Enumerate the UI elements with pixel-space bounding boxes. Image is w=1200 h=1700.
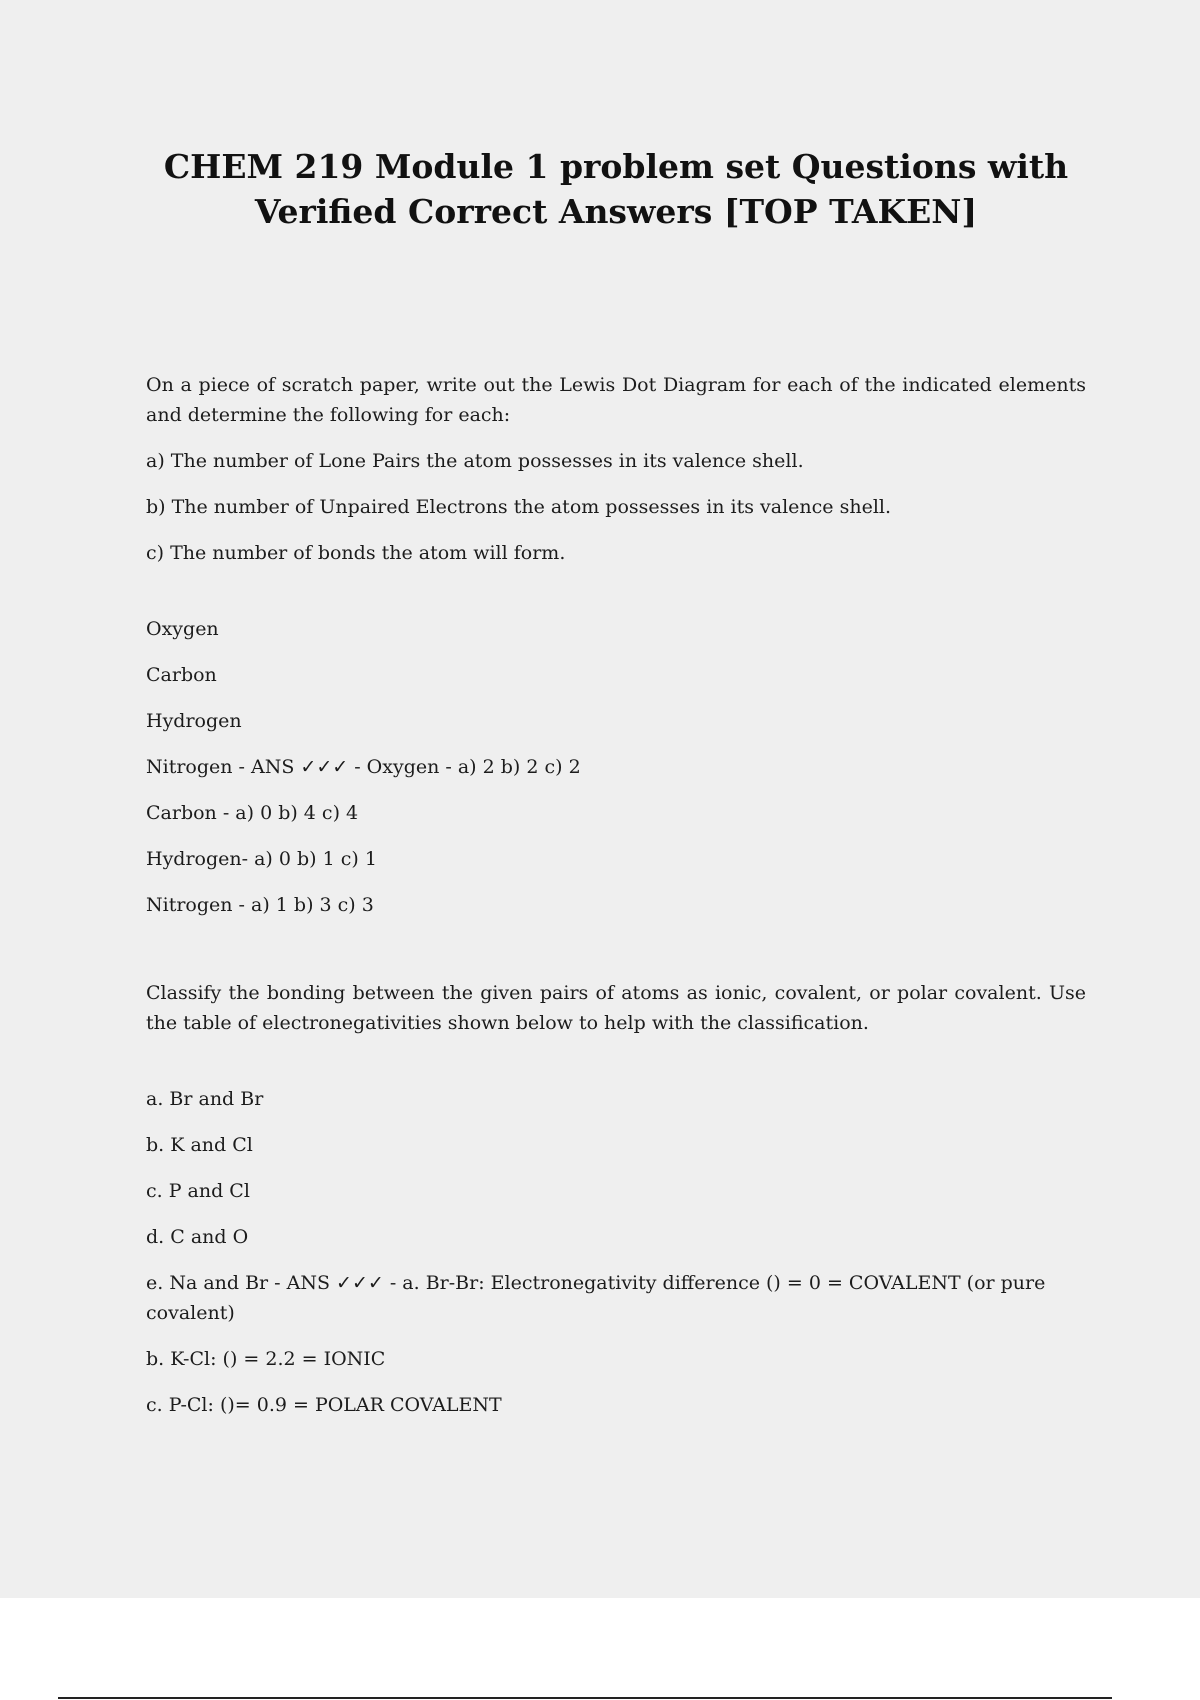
- answer-line: c. P-Cl: ()= 0.9 = POLAR COVALENT: [146, 1394, 502, 1416]
- answer-line: e. Na and Br - ANS ✓✓✓ - a. Br-Br: Electronegativity difference () = 0 = COVALENT (or pure covalent): [146, 1272, 1046, 1324]
- element-line: Hydrogen: [146, 710, 242, 732]
- question-2: [146, 978, 1086, 1420]
- pair-item: d. C and O: [146, 1226, 249, 1248]
- element-line: Oxygen: [146, 618, 219, 640]
- pair-item: b. K and Cl: [146, 1134, 253, 1156]
- element-line: Carbon: [146, 664, 217, 686]
- footer-rule: [58, 1697, 1112, 1699]
- document-title: CHEM 219 Module 1 problem set Questions with Verified Correct Answers [TOP TAKEN]: [163, 147, 1069, 231]
- answer-line: Hydrogen- a) 0 b) 1 c) 1: [146, 848, 377, 870]
- answer-line: Carbon - a) 0 b) 4 c) 4: [146, 802, 359, 824]
- question-2-items: [146, 1084, 1086, 1420]
- question-2-prompt: Classify the bonding between the given pairs of atoms as ionic, covalent, or polar covalent. Use the table of electronegativities shown below to help with the classification.: [146, 982, 1086, 1034]
- page-content: [146, 144, 1086, 1420]
- question-1: [146, 370, 1086, 920]
- answer-line: Nitrogen - ANS ✓✓✓ - Oxygen - a) 2 b) 2 c) 2: [146, 756, 581, 778]
- question-1-parts: [146, 446, 1086, 568]
- answer-line: Nitrogen - a) 1 b) 3 c) 3: [146, 894, 374, 916]
- part-a: a) The number of Lone Pairs the atom possesses in its valence shell.: [146, 450, 804, 472]
- pair-item: c. P and Cl: [146, 1180, 250, 1202]
- pair-item: a. Br and Br: [146, 1088, 264, 1110]
- question-1-elements: [146, 614, 1086, 920]
- part-c: c) The number of bonds the atom will form.: [146, 542, 566, 564]
- part-b: b) The number of Unpaired Electrons the atom possesses in its valence shell.: [146, 496, 892, 518]
- answer-line: b. K-Cl: () = 2.2 = IONIC: [146, 1348, 386, 1370]
- question-1-prompt: On a piece of scratch paper, write out the Lewis Dot Diagram for each of the indicated elements and determine the following for each:: [146, 374, 1086, 426]
